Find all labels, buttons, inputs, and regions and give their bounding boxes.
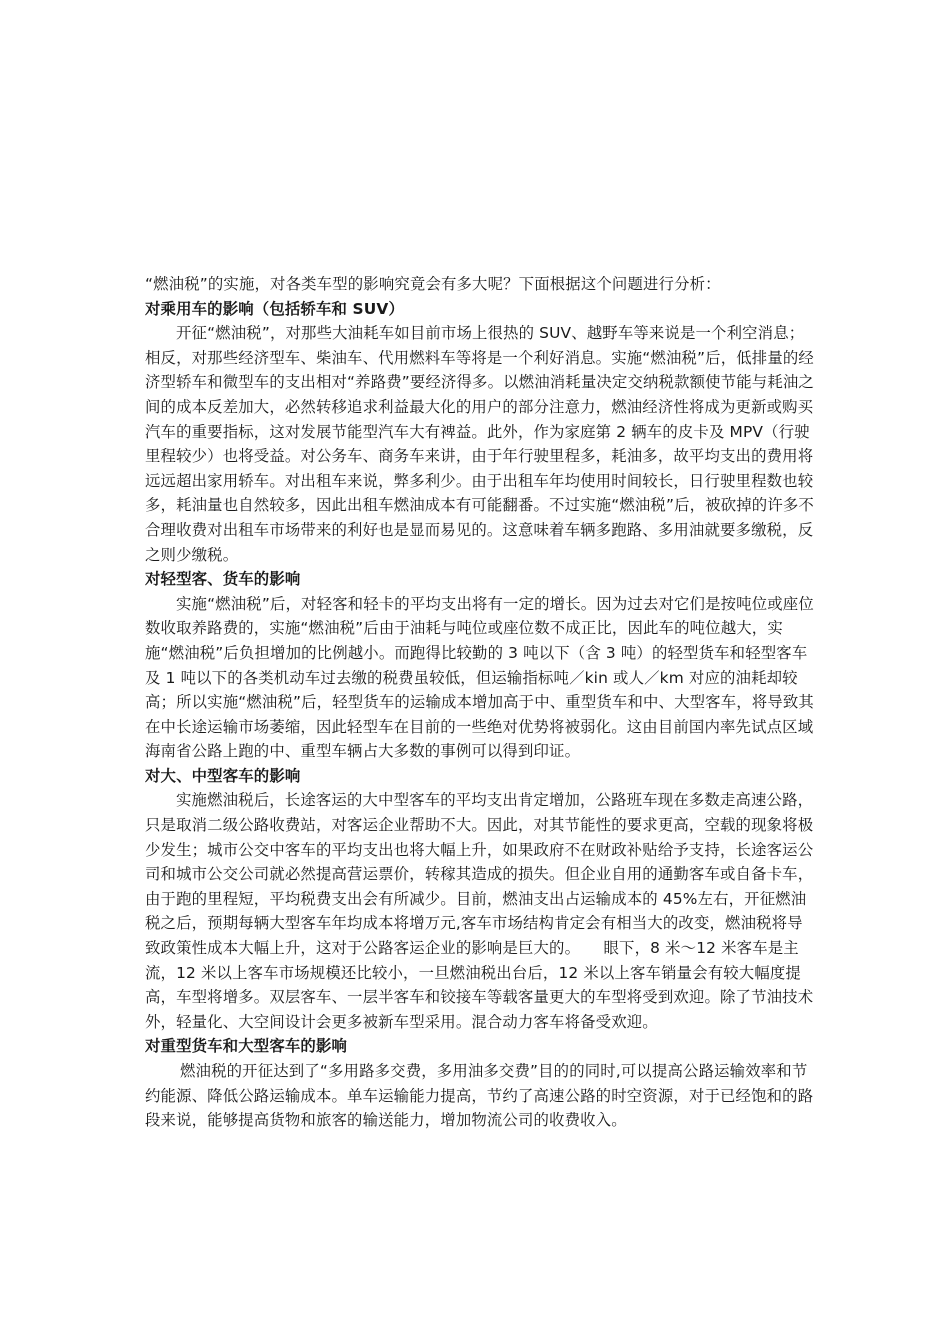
- intro-paragraph: “燃油税”的实施，对各类车型的影响究竟会有多大呢？下面根据这个问题进行分析：: [145, 275, 721, 293]
- section-heading-buses: 对大、中型客车的影响: [145, 766, 301, 785]
- document-body: [145, 272, 815, 1133]
- section-heading-light-vehicles: 对轻型客、货车的影响: [145, 570, 301, 589]
- section-heading-heavy-vehicles: 对重型货车和大型客车的影响: [145, 1037, 348, 1056]
- section-body-passenger-cars: 开征“燃油税”，对那些大油耗车如目前市场上很热的 SUV、越野车等来说是一个利空消息；相反，对那些经济型车、柴油车、代用燃料车等将是一个利好消息。实施“燃油税”后，低排量的经济型轿车和微型车的支出相对“养路费”要经济得多。以燃油消耗量决定交纳税款额使节能与耗油之间的成本反差加大，必然转移追求利益最大化的用户的部分注意力，燃油经济性将成为更新或购买汽车的重要指标，这对发展节能型汽车大有裨益。此外，作为家庭第 2 辆车的皮卡及 MPV（行驶里程较少）也将受益。对公务车、商务车来讲，由于年行驶里程多，耗油多，故平均支出的费用将远远超出家用轿车。对出租车来说，弊多利少。由于出租车年均使用时间较长，日行驶里程数也较多，耗油量也自然较多，因此出租车燃油成本有可能翻番。不过实施“燃油税”后，被砍掉的许多不合理收费对出租车市场带来的利好也是显而易见的。这意味着车辆多跑路、多用油就要多缴税，反之则少缴税。: [145, 324, 814, 564]
- section-body-buses: 实施燃油税后，长途客运的大中型客车的平均支出肯定增加，公路班车现在多数走高速公路，只是取消二级公路收费站，对客运企业帮助不大。因此，对其节能性的要求更高，空载的现象将极少发生；城市公交中客车的平均支出也将大幅上升，如果政府不在财政补贴给予支持，长途客运公司和城市公交公司就必然提高营运票价，转稼其造成的损失。但企业自用的通勤客车或自备卡车，由于跑的里程短，平均税费支出会有所减少。目前，燃油支出占运输成本的 45%左右，开征燃油税之后，预期每辆大型客车年均成本将增万元,客车市场结构肯定会有相当大的改变，燃油税将导致政策性成本大幅上升，这对于公路客运企业的影响是巨大的。 眼下，8 米～12 米客车是主流，12 米以上客车市场规模还比较小，一旦燃油税出台后，12 米以上客车销量会有较大幅度提高，车型将增多。双层客车、一层半客车和铰接车等载客量更大的车型将受到欢迎。除了节油技术外，轻量化、大空间设计会更多被新车型采用。混合动力客车将备受欢迎。: [145, 791, 814, 1031]
- section-heading-passenger-cars: 对乘用车的影响（包括轿车和 SUV）: [145, 299, 405, 318]
- section-body-heavy-vehicles: 燃油税的开征达到了“多用路多交费，多用油多交费”目的的同时,可以提高公路运输效率和节约能源、降低公路运输成本。单车运输能力提高，节约了高速公路的时空资源，对于已经饱和的路段来说，能够提高货物和旅客的输送能力，增加物流公司的收费收入。: [145, 1062, 814, 1130]
- section-body-light-vehicles: 实施“燃油税”后，对轻客和轻卡的平均支出将有一定的增长。因为过去对它们是按吨位或座位数收取养路费的，实施“燃油税”后由于油耗与吨位或座位数不成正比，因此车的吨位越大，实施“燃油税”后负担增加的比例越小。而跑得比较勤的 3 吨以下（含 3 吨）的轻型货车和轻型客车及 1 吨以下的各类机动车过去缴的税费虽较低，但运输指标吨／kin 或人／km 对应的油耗却较高；所以实施“燃油税”后，轻型货车的运输成本增加高于中、重型货车和中、大型客车，将导致其在中长途运输市场萎缩，因此轻型车在目前的一些绝对优势将被弱化。这由目前国内率先试点区域海南省公路上跑的中、重型车辆占大多数的事例可以得到印证。: [145, 594, 814, 761]
